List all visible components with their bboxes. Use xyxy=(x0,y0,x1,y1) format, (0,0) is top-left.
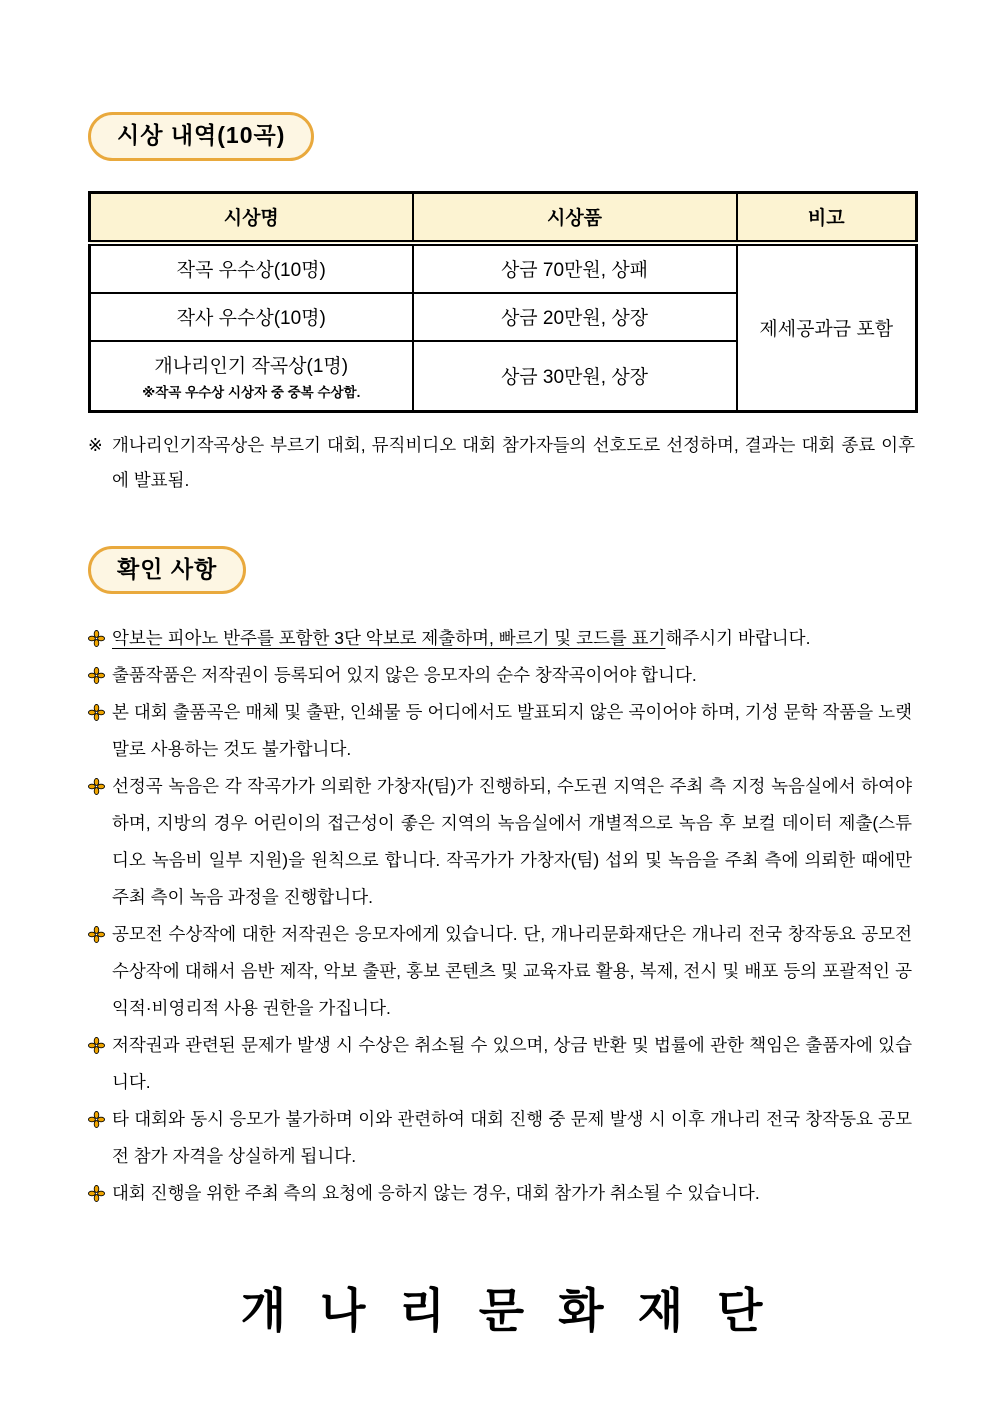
col-header-award-name: 시상명 xyxy=(90,192,413,243)
awards-table xyxy=(88,191,918,413)
award-name-cell xyxy=(90,243,413,293)
section-badge-checklist: 확인 사항 xyxy=(88,546,246,595)
awards-table-header xyxy=(90,192,917,243)
foundation-name: 개나리문화재단 xyxy=(240,1284,797,1338)
award-name: 개나리인기 작곡상(1명) xyxy=(154,355,349,377)
award-name-cell xyxy=(90,341,413,412)
checklist-text: 출품작품은 저작권이 등록되어 있지 않은 응모자의 순수 창작곡이어야 합니다. xyxy=(112,665,697,686)
four-petal-bullet-icon xyxy=(88,1037,105,1054)
award-prize-cell: 상금 70만원, 상패 xyxy=(413,243,737,293)
header-row xyxy=(90,192,917,243)
checklist-item xyxy=(88,1027,912,1101)
four-petal-bullet-icon xyxy=(88,778,105,795)
checklist-text: 공모전 수상작에 대한 저작권은 응모자에게 있습니다. 단, 개나리문화재단은 개나리 전국 창작동요 공모전 수상작에 대해서 음반 제작, 악보 출판, 홍보 콘텐츠 및 교육자료 활용, 복제, 전시 및 배포 등의 포괄적인 공익적·비영리적 사용 권한을 가집니다. xyxy=(112,924,912,1019)
checklist-text: 선정곡 녹음은 각 작곡가가 의뢰한 가창자(팀)가 진행하되, 수도권 지역은 주최 측 지정 녹음실에서 하여야 하며, 지방의 경우 어린이의 접근성이 좋은 지역의 녹음실에서 개별적으로 녹음 후 보컬 데이터 제출(스튜디오 녹음비 일부 지원)을 원칙으로 합니다. 작곡가가 가창자(팀) 섭외 및 녹음을 주최 측에 의뢰한 때에만 주최 측이 녹음 과정을 진행합니다. xyxy=(112,776,912,908)
checklist-item xyxy=(88,1175,912,1212)
four-petal-bullet-icon xyxy=(88,926,105,943)
checklist-item xyxy=(88,620,912,657)
award-prize-cell: 상금 30만원, 상장 xyxy=(413,341,737,412)
checklist-text: 타 대회와 동시 응모가 불가하며 이와 관련하여 대회 진행 중 문제 발생 시 이후 개나리 전국 창작동요 공모전 참가 자격을 상실하게 됩니다. xyxy=(112,1109,912,1167)
checklist-text: 대회 진행을 위한 주최 측의 요청에 응하지 않는 경우, 대회 참가가 취소될 수 있습니다. xyxy=(112,1183,760,1204)
col-header-prize: 시상품 xyxy=(413,192,737,243)
four-petal-bullet-icon xyxy=(88,667,105,684)
four-petal-bullet-icon xyxy=(88,704,105,721)
checklist-item xyxy=(88,916,912,1027)
section-badge-awards: 시상 내역(10곡) xyxy=(88,112,314,161)
four-petal-bullet-icon xyxy=(88,1111,105,1128)
awards-table-body xyxy=(90,243,917,412)
award-name: 작곡 우수상(10명) xyxy=(176,260,326,282)
table-row xyxy=(90,243,917,293)
award-name: 작사 우수상(10명) xyxy=(176,308,326,330)
checklist-item xyxy=(88,768,912,916)
checklist xyxy=(88,620,912,1212)
four-petal-bullet-icon xyxy=(88,1185,105,1202)
award-prize-cell: 상금 20만원, 상장 xyxy=(413,293,737,341)
checklist-text: 저작권과 관련된 문제가 발생 시 수상은 취소될 수 있으며, 상금 반환 및 법률에 관한 책임은 출품자에 있습니다. xyxy=(112,1035,912,1093)
footnote-text: 개나리인기작곡상은 부르기 대회, 뮤직비디오 대회 참가자들의 선호도로 선정하며, 결과는 대회 종료 이후에 발표됨. xyxy=(112,434,915,490)
four-petal-bullet-icon xyxy=(88,630,105,647)
underlined-text: 악보는 피아노 반주를 포함한 3단 악보로 제출하며, 빠르기 및 코드를 표기 xyxy=(112,628,666,649)
checklist-item xyxy=(88,657,912,694)
table-footnote xyxy=(88,428,915,498)
footnote-marker: ※ xyxy=(88,434,103,455)
award-name-cell xyxy=(90,293,413,341)
checklist-text: 본 대회 출품곡은 매체 및 출판, 인쇄물 등 어디에서도 발표되지 않은 곡이어야 하며, 기성 문학 작품을 노랫말로 사용하는 것도 불가합니다. xyxy=(112,702,912,760)
remark-merged-cell: 제세공과금 포함 xyxy=(737,243,917,412)
award-name-subnote: ※작곡 우수상 시상자 중 중복 수상함. xyxy=(142,384,361,400)
checklist-item xyxy=(88,1101,912,1175)
checklist-item xyxy=(88,694,912,768)
checklist-text: 악보는 피아노 반주를 포함한 3단 악보로 제출하며, 빠르기 및 코드를 표기해주시기 바랍니다. xyxy=(112,628,811,649)
col-header-remark: 비고 xyxy=(737,192,917,243)
